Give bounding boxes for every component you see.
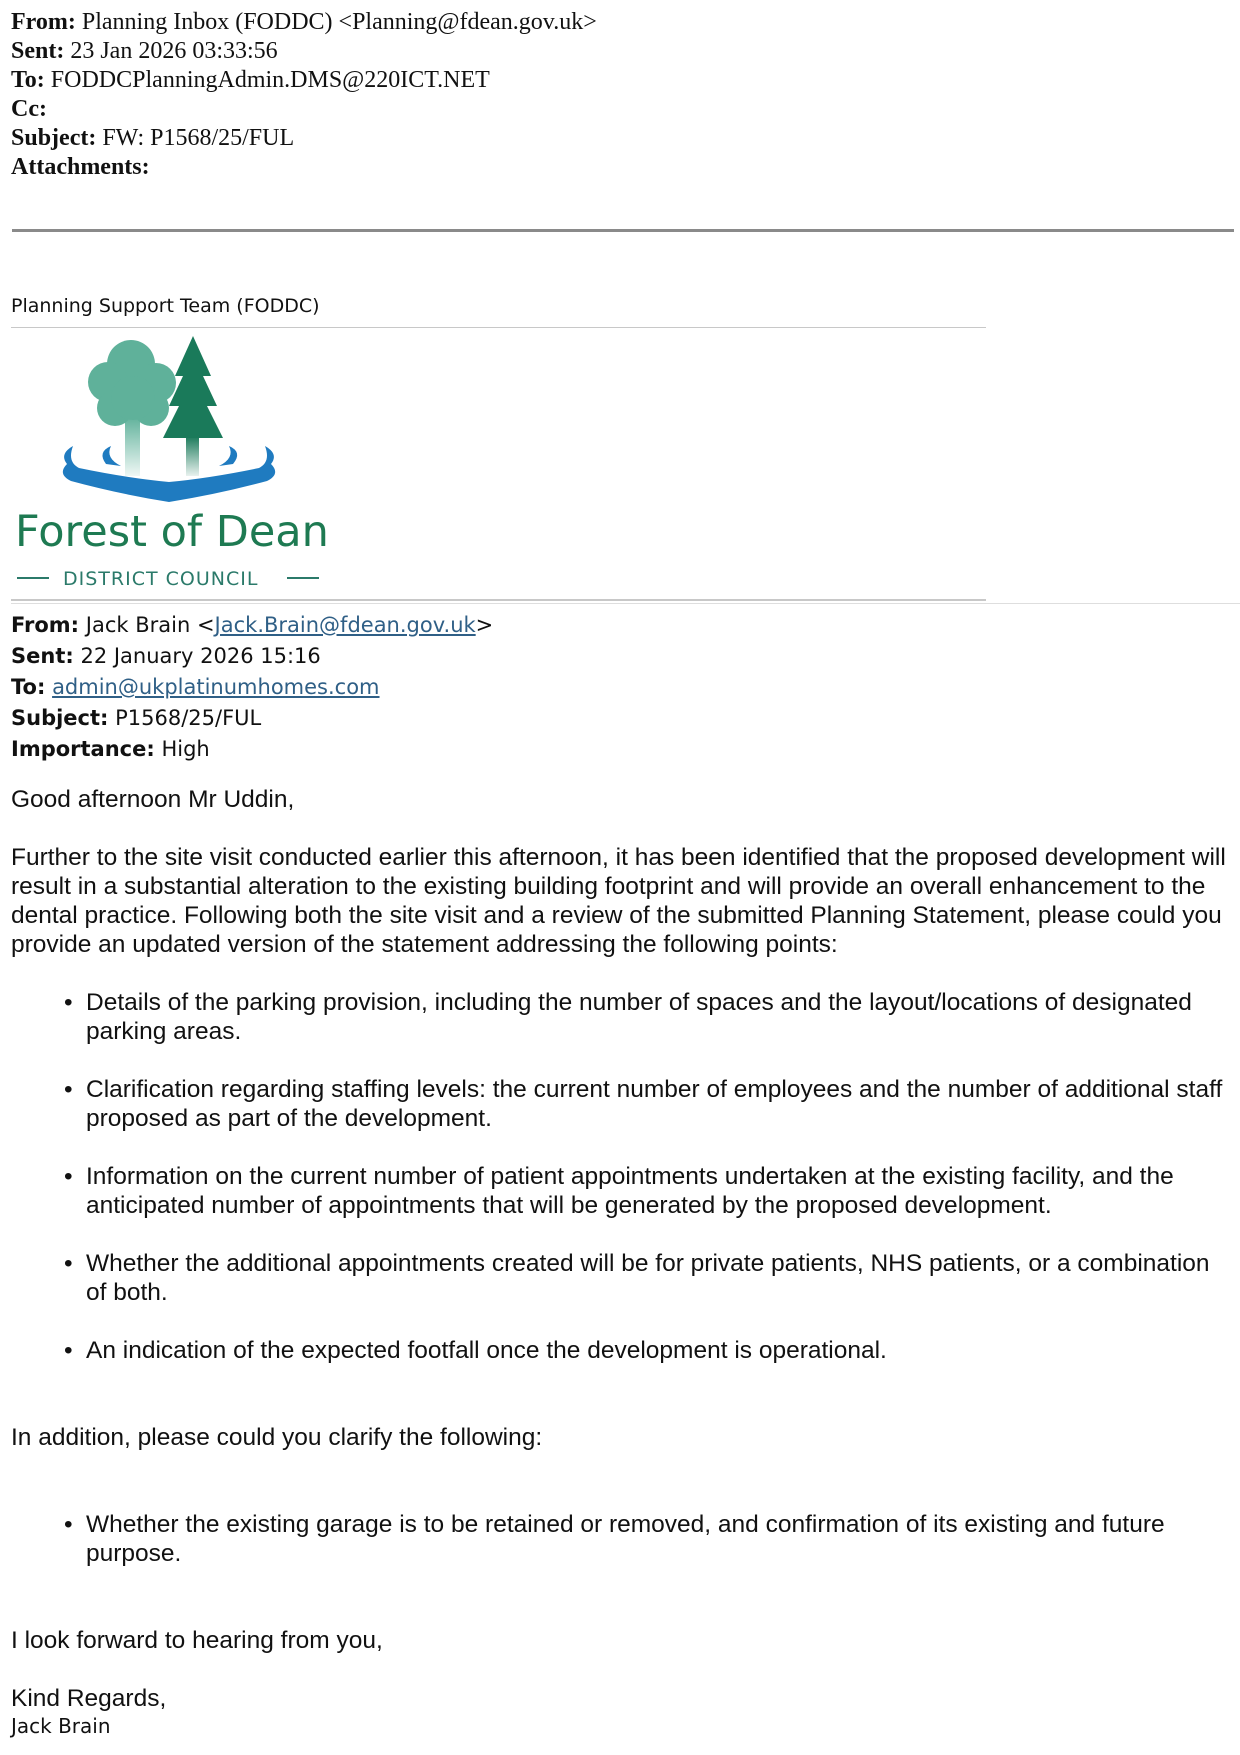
orig-to-label: To: [11, 675, 46, 699]
orig-from-name: Jack Brain < [85, 613, 215, 637]
fwd-subject-row [11, 124, 597, 153]
sign-off: Kind Regards, [11, 1685, 167, 1712]
fwd-sent-label: Sent: [11, 38, 65, 64]
fwd-sent-row [11, 37, 597, 66]
deciduous-tree-icon [88, 340, 176, 476]
list-item: • An indication of the expected footfall once the development is operational. [86, 1336, 1226, 1365]
list-item: • Whether the existing garage is to be retained or removed, and confirmation of its existing and future purpose. [86, 1510, 1226, 1568]
fwd-attachments-row [11, 153, 597, 182]
forward-header [11, 8, 597, 182]
fwd-to-label: To: [11, 67, 45, 93]
fwd-sent-value: 23 Jan 2026 03:33:56 [70, 38, 278, 64]
greeting: Good afternoon Mr Uddin, [11, 786, 295, 813]
closing-line: I look forward to hearing from you, [11, 1627, 383, 1654]
orig-from-row [11, 610, 493, 641]
fwd-to-row [11, 66, 597, 95]
conifer-tree-icon [163, 336, 223, 476]
points-list [11, 988, 1226, 1365]
orig-subject-label: Subject: [11, 706, 109, 730]
fwd-cc-label: Cc: [11, 96, 47, 122]
fwd-attachments-label: Attachments: [11, 154, 150, 180]
list-item: • Clarification regarding staffing levels: the current number of employees and the number of additional staff proposed as part of the development. [86, 1075, 1226, 1133]
orig-sent-label: Sent: [11, 644, 74, 668]
list-item: • Whether the additional appointments created will be for private patients, NHS patients, or a combination of both. [86, 1249, 1226, 1307]
message-body [11, 785, 1226, 1739]
council-logo [11, 336, 331, 594]
orig-importance-row [11, 734, 493, 765]
intro-paragraph: Further to the site visit conducted earlier this afternoon, it has been identified that the proposed development will result in a substantial alteration to the existing building footprint and will provide an overall enhancement to the dental practice. Following both the site visit and a review of the submitted Planning Statement, please could you provide an updated version of the statement addressing the following points: [11, 844, 1226, 958]
additional-points-list [11, 1510, 1226, 1568]
original-message-rule [11, 603, 1240, 604]
signature-top-rule [11, 327, 986, 328]
orig-to-email-link[interactable]: admin@ukplatinumhomes.com [52, 675, 380, 699]
header-divider [12, 229, 1234, 232]
orig-sent-value: 22 January 2026 15:16 [80, 644, 321, 668]
river-icon [63, 446, 275, 502]
fwd-to-value: FODDCPlanningAdmin.DMS@220ICT.NET [50, 67, 490, 93]
fwd-from-label: From: [11, 9, 76, 35]
orig-from-label: From: [11, 613, 80, 637]
fwd-from-value: Planning Inbox (FODDC) <Planning@fdean.gov.uk> [81, 9, 597, 35]
fwd-subject-label: Subject: [11, 125, 97, 151]
list-item: • Details of the parking provision, including the number of spaces and the layout/locations of designated parking areas. [86, 988, 1226, 1046]
additional-intro: In addition, please could you clarify the following: [11, 1424, 543, 1451]
orig-to-row [11, 672, 493, 703]
orig-importance-label: Importance: [11, 737, 155, 761]
logo-subtitle: DISTRICT COUNCIL [63, 568, 259, 590]
logo-title: Forest of Dean [15, 507, 329, 557]
fwd-cc-row [11, 95, 597, 124]
team-name: Planning Support Team (FODDC) [11, 295, 320, 317]
signature-bottom-rule [11, 599, 986, 601]
signature-name: Jack Brain [11, 1714, 111, 1738]
orig-sent-row [11, 641, 493, 672]
original-header [11, 610, 493, 765]
orig-importance-value: High [161, 737, 210, 761]
orig-from-email-link[interactable]: Jack.Brain@fdean.gov.uk [214, 613, 476, 637]
fwd-from-row [11, 8, 597, 37]
orig-subject-row [11, 703, 493, 734]
list-item: • Information on the current number of patient appointments undertaken at the existing facility, and the anticipated number of appointments that will be generated by the proposed development. [86, 1162, 1226, 1220]
orig-from-close: > [475, 613, 494, 637]
fwd-subject-value: FW: P1568/25/FUL [102, 125, 295, 151]
orig-subject-value: P1568/25/FUL [115, 706, 262, 730]
